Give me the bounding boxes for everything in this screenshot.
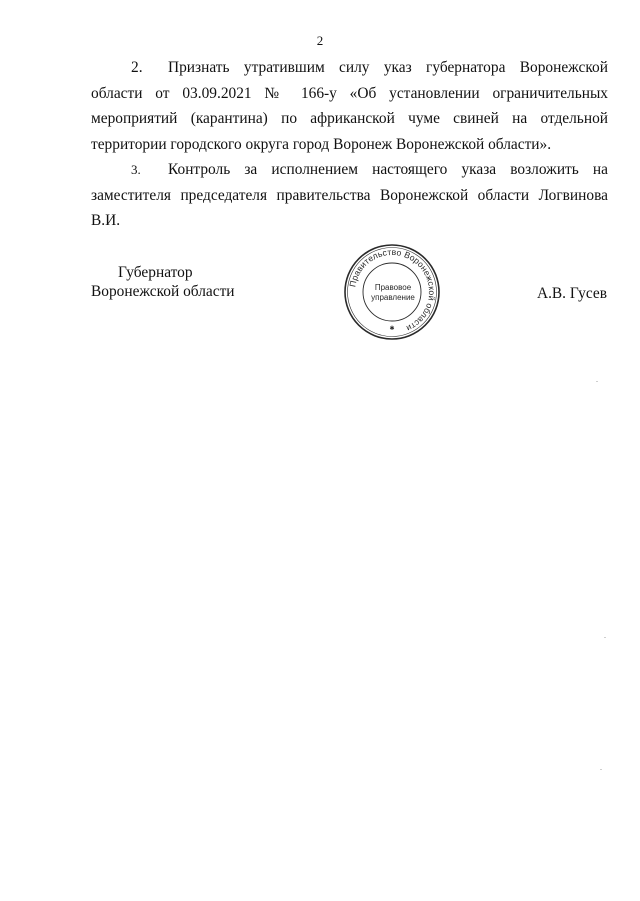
page-number: 2 (316, 33, 324, 48)
signatory-title (91, 263, 235, 301)
paragraph-2-content (91, 55, 608, 157)
stamp-star-icon: ✱ (389, 326, 395, 332)
paragraph-2-text: Признать утратившим силу указ губернатора Воронежской области от 03.09.2021 № 166-у «Об установлении ограничительных мероприятий (карантина) по африканской чуме свиней на отдельной территории городского округа город Воронеж Воронежской области». (91, 59, 608, 153)
scan-speck (604, 637, 606, 638)
signatory-title-line-2: Воронежской области (91, 283, 235, 300)
scan-speck (596, 381, 598, 382)
paragraph-3-text: Контроль за исполнением настоящего указа возложить на заместителя председателя правительства Воронежской области Логвинова В.И. (91, 161, 608, 229)
paragraph-2-number: 2. (131, 59, 143, 76)
scan-speck (600, 769, 602, 770)
stamp-center-line-1: Правовое (374, 283, 412, 292)
stamp-center-line-2: управление (371, 293, 415, 302)
paragraph-2 (91, 55, 608, 157)
paragraph-3-content (91, 157, 608, 234)
stamp-ring-text: Правительство Воронежской области (347, 246, 438, 334)
paragraph-3-number: 3. (131, 162, 141, 177)
signatory-title-line-1: Губернатор (118, 264, 193, 281)
official-stamp (342, 242, 442, 342)
signatory-name: А.В. Гусев (536, 285, 607, 302)
paragraph-3 (91, 157, 608, 234)
